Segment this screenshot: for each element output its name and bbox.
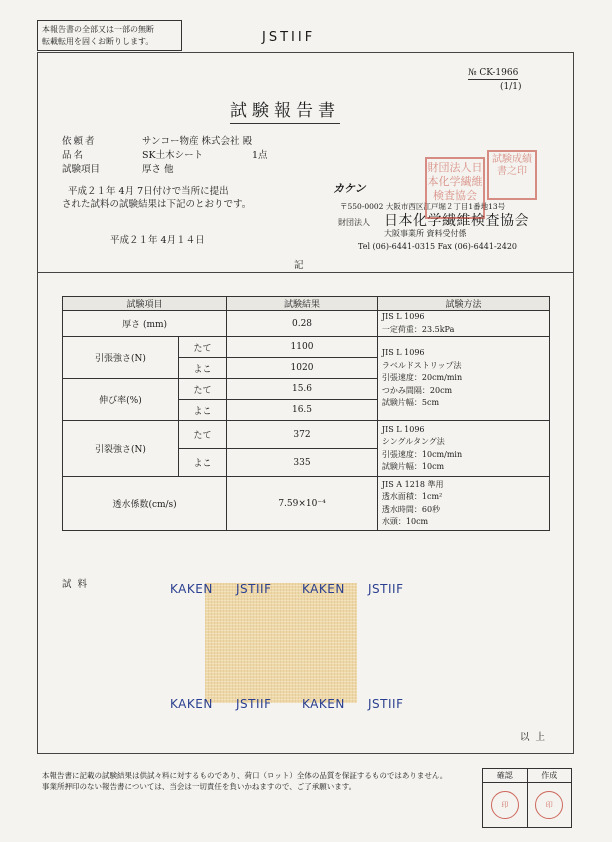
tear-dir-2: よこ (178, 449, 226, 477)
sample-print-kaken-4: KAKEN (302, 697, 345, 711)
product-value: SK土木シート (142, 150, 204, 161)
product-key: 品名 (62, 150, 86, 161)
header-item: 試験項目 (63, 297, 227, 311)
lab-branch: 大阪事業所 資料受付係 (384, 229, 467, 238)
tear-value-2: 335 (227, 449, 378, 477)
document-number-value: CK-1966 (479, 68, 519, 78)
product-quantity: 1点 (252, 150, 268, 161)
lab-logo: カケン (333, 182, 366, 195)
client-value: サンコー物産 株式会社 殿 (142, 136, 253, 147)
header-result: 試験結果 (227, 297, 378, 311)
table-row (63, 311, 550, 337)
elongation-value-2: 16.5 (227, 400, 378, 421)
tensile-dir-2: よこ (178, 358, 226, 379)
tensile-value-1: 1100 (227, 337, 378, 358)
sample-print-kaken-2: KAKEN (302, 582, 345, 596)
tensile-method: JIS L 1096 ラベルドストリップ法 引張速度：20cm/min つかみ間隔：20cm 試験片幅：5cm (377, 337, 549, 421)
document-number (468, 68, 518, 78)
sample-print-jstiif-1: JSTIIF (236, 582, 272, 596)
document-number-prefix: № (468, 68, 477, 78)
product-row (62, 147, 362, 161)
lab-name: 日本化学繊維検査協会 (384, 213, 529, 229)
header-method: 試験方法 (377, 297, 549, 311)
tensile-label: 引張強さ(N) (63, 337, 179, 379)
table-row (63, 477, 550, 531)
tear-label: 引裂強さ(N) (63, 421, 179, 477)
items-value: 厚さ 他 (142, 164, 174, 175)
client-row (62, 133, 362, 147)
permeability-value: 7.59×10⁻⁴ (227, 477, 378, 531)
notice-line-2: 転載転用を固くお断りします。 (42, 37, 154, 46)
elongation-value-1: 15.6 (227, 379, 378, 400)
approval-create-cell (527, 783, 572, 828)
lab-address: 〒550-0002 大阪市西区江戸堀２丁目1番地13号 (340, 202, 506, 211)
notice-box (37, 20, 182, 51)
end-mark: 以上 (520, 732, 552, 743)
approval-create-header: 作成 (527, 769, 572, 783)
lab-name-prefix: 財団法人 (338, 218, 370, 227)
elongation-dir-1: たて (178, 379, 226, 400)
tensile-value-2: 1020 (227, 358, 378, 379)
notice-line-1: 本報告書の全部又は一部の無断 (42, 25, 154, 34)
sample-print-kaken-1: KAKEN (170, 582, 213, 596)
lab-tel: Tel (06)-6441-0315 Fax (06)-6441-2420 (358, 242, 518, 251)
items-row (62, 161, 362, 175)
sample-print-jstiif-2: JSTIIF (368, 582, 404, 596)
report-date: 平成２１年 4月１４日 (110, 235, 205, 246)
thickness-label: 厚さ (mm) (63, 311, 227, 337)
approval-check-cell (483, 783, 528, 828)
report-title: 試験報告書 (230, 96, 340, 124)
tear-method: JIS L 1096 シングルタング法 引張速度：10cm/min 試験片幅：10cm (377, 421, 549, 477)
permeability-label: 透水係数(cm/s) (63, 477, 227, 531)
lab-seal-stamp: 財団法人日本化学繊維検査協会 (425, 157, 485, 219)
page-indicator: (1/1) (500, 82, 522, 92)
permeability-method: JIS A 1218 準用 透水面積：1cm² 透水時間：60秒 水頭：10cm (377, 477, 549, 531)
tear-dir-1: たて (178, 421, 226, 449)
fabric-sample-swatch (205, 583, 357, 703)
elongation-dir-2: よこ (178, 400, 226, 421)
certificate-seal-stamp: 試験成績書之印 (487, 150, 537, 200)
header-brand: JSTIIF (262, 30, 316, 45)
ki-marker: 記 (294, 260, 304, 271)
divider (37, 272, 574, 273)
table-row (63, 337, 550, 358)
results-table (62, 296, 550, 531)
sample-print-jstiif-4: JSTIIF (368, 697, 404, 711)
cover-line-1: 平成２１年 4月 7日付けで当所に提出 (68, 186, 229, 197)
approval-stamp-2: 印 (535, 791, 563, 819)
approval-box (482, 768, 572, 828)
footer-line-2: 事業所押印のない報告書については、当会は一切責任を負いかねますので、ご了承願います。 (42, 782, 357, 791)
cover-text (62, 185, 251, 211)
sample-label: 試料 (62, 579, 94, 590)
table-header-row (63, 297, 550, 311)
approval-stamp-1: 印 (491, 791, 519, 819)
thickness-method: JIS L 1096 一定荷重：23.5kPa (377, 311, 549, 337)
items-key: 試験項目 (62, 164, 101, 175)
cover-line-2: された試料の試験結果は下記のとおりです。 (62, 199, 252, 210)
tensile-dir-1: たて (178, 337, 226, 358)
table-row (63, 421, 550, 449)
thickness-value: 0.28 (227, 311, 378, 337)
sample-print-jstiif-3: JSTIIF (236, 697, 272, 711)
client-key: 依頼者 (62, 136, 97, 147)
approval-check-header: 確認 (483, 769, 528, 783)
tear-value-1: 372 (227, 421, 378, 449)
footer-notes (42, 770, 482, 792)
sample-print-kaken-3: KAKEN (170, 697, 213, 711)
footer-line-1: 本報告書に記載の試験結果は供試々料に対するものであり、荷口（ロット）全体の品質を保証するものではありません。 (42, 771, 448, 780)
elongation-label: 伸び率(%) (63, 379, 179, 421)
